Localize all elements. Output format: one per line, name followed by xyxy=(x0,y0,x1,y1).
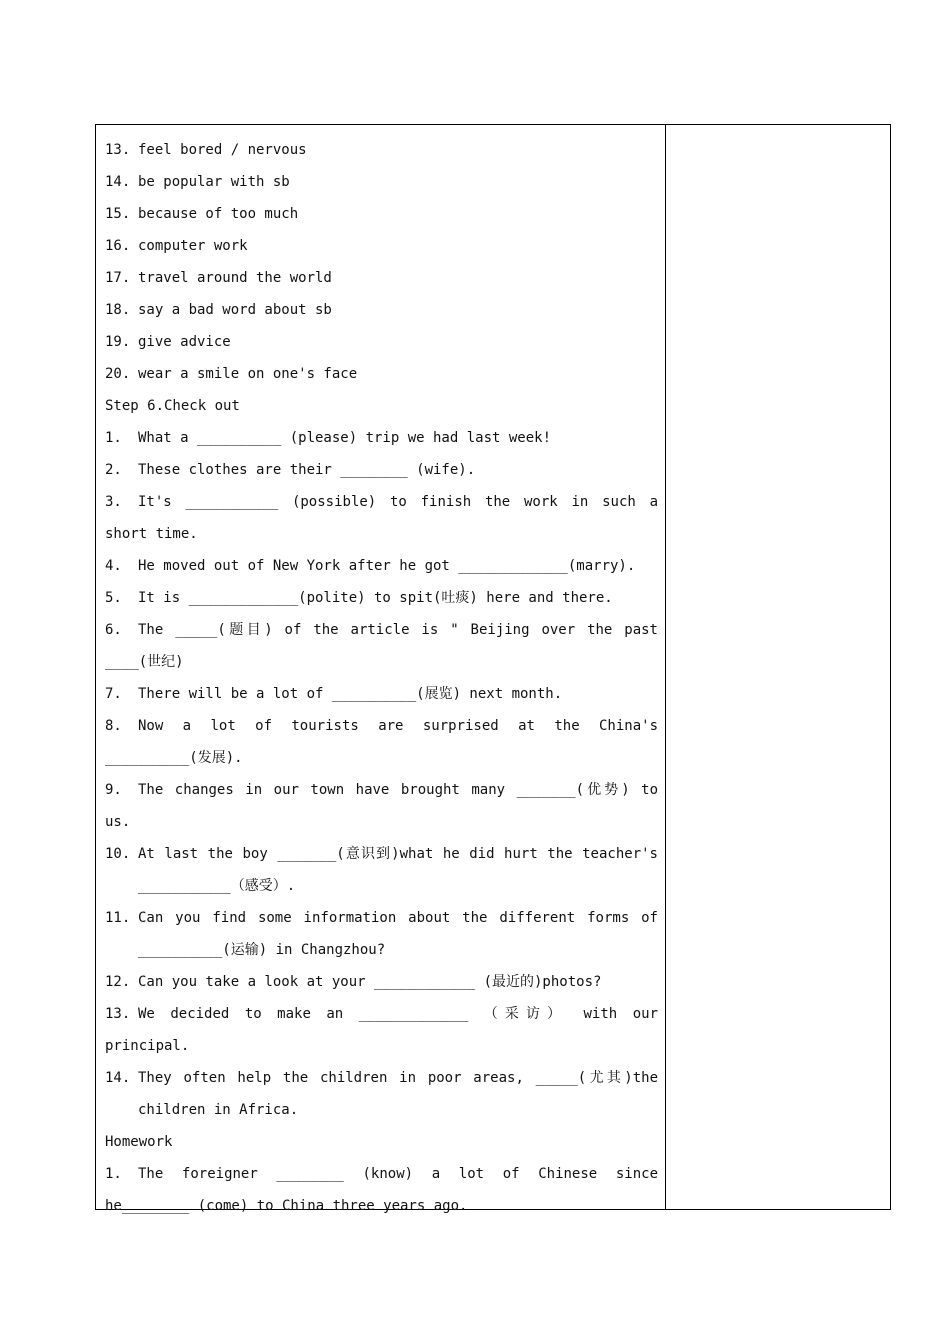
exercise-item: 12. Can you take a look at your ____________ (最近的)photos? xyxy=(105,974,602,990)
exercise-continuation: us. xyxy=(105,814,131,830)
exercise-item: 4. He moved out of New York after he got _____________(marry). xyxy=(105,558,636,574)
exercise-item: 7. There will be a lot of __________(展览) next month. xyxy=(105,686,563,702)
exercise-item: 10. At last the boy _______(意识到)what he did hurt the teacher's xyxy=(105,846,658,862)
column-divider xyxy=(665,125,666,1209)
exercise-continuation: principal. xyxy=(105,1038,190,1054)
exercise-continuation: ___________（感受）. xyxy=(138,878,296,894)
exercise-item: 9. The changes in our town have brought many _______(优势) to xyxy=(105,782,658,798)
phrase-item: 15. because of too much xyxy=(105,206,299,222)
exercise-item: 1. What a __________ (please) trip we had last week! xyxy=(105,430,552,446)
exercise-continuation: ____(世纪) xyxy=(105,654,184,670)
exercise-item: 5. It is _____________(polite) to spit(吐痰) here and there. xyxy=(105,590,613,606)
exercise-continuation: short time. xyxy=(105,526,198,542)
homework-item: 1. The foreigner ________ (know) a lot of Chinese since xyxy=(105,1166,658,1182)
exercise-item: 11. Can you find some information about the different forms of xyxy=(105,910,658,926)
section-heading: Homework xyxy=(105,1134,173,1150)
phrase-item: 14. be popular with sb xyxy=(105,174,290,190)
exercise-continuation: children in Africa. xyxy=(138,1102,299,1118)
worksheet-table xyxy=(95,124,891,1214)
exercise-continuation: __________(发展). xyxy=(105,750,243,766)
exercise-item: 14. They often help the children in poor areas, _____(尤其)the xyxy=(105,1070,658,1086)
phrase-item: 13. feel bored / nervous xyxy=(105,142,307,158)
phrase-item: 18. say a bad word about sb xyxy=(105,302,332,318)
worksheet-content xyxy=(105,134,658,1222)
phrase-item: 17. travel around the world xyxy=(105,270,332,286)
exercise-continuation: __________(运输) in Changzhou? xyxy=(138,942,386,958)
exercise-item: 6. The _____(题目) of the article is " Beijing over the past xyxy=(105,622,658,638)
homework-continuation: he________ (come) to China three years ago. xyxy=(105,1198,468,1214)
exercise-item: 2. These clothes are their ________ (wife). xyxy=(105,462,476,478)
phrase-item: 16. computer work xyxy=(105,238,248,254)
exercise-item: 13. We decided to make an _____________ （采访） with our xyxy=(105,1006,658,1022)
exercise-item: 3. It's ___________ (possible) to finish the work in such a xyxy=(105,494,658,510)
section-heading: Step 6.Check out xyxy=(105,398,240,414)
phrase-item: 19. give advice xyxy=(105,334,231,350)
exercise-item: 8. Now a lot of tourists are surprised at the China's xyxy=(105,718,658,734)
phrase-item: 20. wear a smile on one's face xyxy=(105,366,358,382)
